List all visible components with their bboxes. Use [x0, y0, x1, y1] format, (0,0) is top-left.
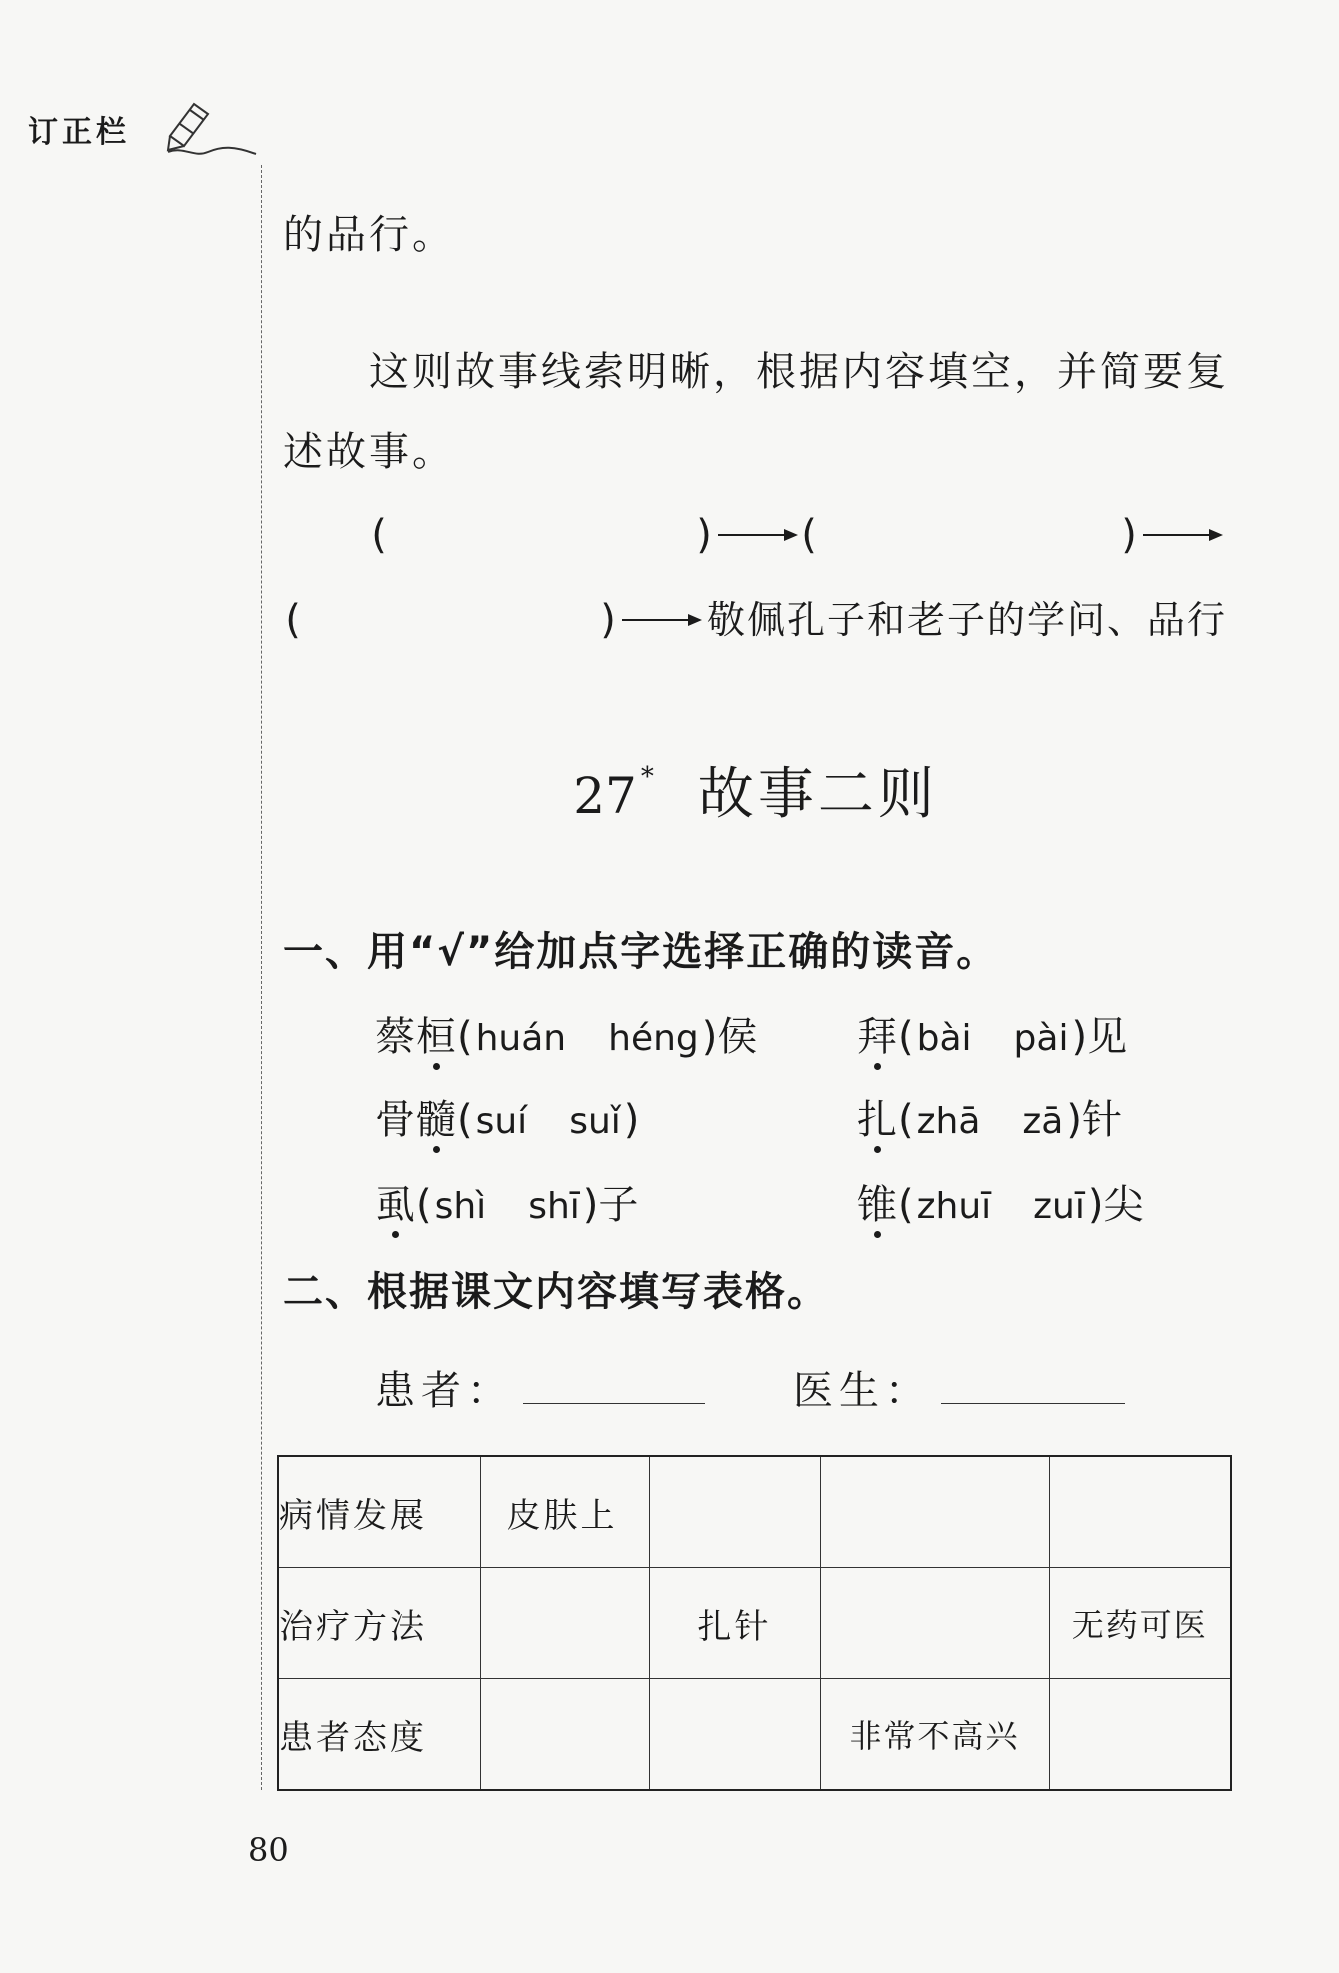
instruction-line-2: 述故事。 — [283, 429, 455, 475]
table-row — [278, 1456, 1231, 1568]
story-chain-row-1 — [369, 511, 1224, 559]
pinyin-option-b[interactable]: zuī — [1033, 1186, 1085, 1227]
arrow-icon — [714, 525, 799, 545]
dotted-char: 桓 — [416, 1014, 457, 1060]
patient-field — [375, 1363, 705, 1415]
margin-divider — [261, 165, 262, 1790]
table-cell[interactable]: 非常不高兴 — [820, 1679, 1049, 1791]
instruction-line-1: 这则故事线索明晰，根据内容填空，并简要复 — [369, 349, 1229, 395]
close-paren: ) — [1066, 1097, 1082, 1143]
pinyin-option-a[interactable]: zhā — [916, 1101, 981, 1142]
open-paren: ( — [457, 1097, 473, 1143]
pinyin-option-b[interactable]: héng — [608, 1018, 699, 1059]
pinyin-item — [857, 1013, 1128, 1063]
arrow-icon — [618, 610, 703, 630]
page-number: 80 — [248, 1831, 289, 1869]
open-paren: ( — [898, 1182, 914, 1228]
row-label: 治疗方法 — [278, 1568, 480, 1679]
lesson-number: 27 — [573, 767, 637, 825]
pinyin-option-a[interactable]: zhuī — [916, 1186, 992, 1227]
lesson-star-mark: * — [640, 762, 654, 792]
table-cell[interactable] — [820, 1568, 1049, 1679]
pinyin-item — [375, 1013, 758, 1063]
blank-close-paren: ) — [696, 512, 712, 558]
table-cell[interactable] — [649, 1456, 820, 1568]
blank-close-paren: ) — [600, 597, 616, 643]
patient-answer-blank[interactable] — [523, 1363, 705, 1404]
lesson-name: 故事二则 — [697, 762, 938, 827]
item-char: 见 — [1087, 1014, 1129, 1060]
close-paren: ) — [582, 1182, 599, 1228]
table-cell[interactable]: 无药可医 — [1049, 1568, 1231, 1679]
section-1-heading: 一、用“√”给加点字选择正确的读音。 — [283, 929, 999, 975]
close-paren: ) — [1071, 1014, 1088, 1060]
item-char: 子 — [598, 1182, 640, 1228]
pinyin-option-b[interactable]: zā — [1022, 1101, 1064, 1142]
table-cell[interactable] — [649, 1679, 820, 1791]
item-char: 骨 — [375, 1097, 416, 1143]
table-cell[interactable] — [1049, 1456, 1231, 1568]
dotted-char: 扎 — [857, 1097, 898, 1143]
dotted-char: 拜 — [857, 1014, 898, 1060]
table-cell[interactable] — [1049, 1679, 1231, 1791]
doctor-field — [793, 1363, 1125, 1415]
open-paren: ( — [457, 1014, 473, 1060]
row-label: 病情发展 — [278, 1456, 480, 1568]
lesson-title — [283, 750, 1228, 830]
patient-label: 患者： — [375, 1368, 513, 1414]
close-paren: ) — [1087, 1182, 1104, 1228]
pinyin-option-b[interactable]: shī — [528, 1186, 580, 1227]
pinyin-item — [375, 1096, 639, 1146]
pinyin-option-b[interactable]: suǐ — [569, 1101, 621, 1142]
arrow-icon — [1139, 525, 1224, 545]
correction-column-label: 订正栏 — [28, 115, 130, 150]
pinyin-option-a[interactable]: huán — [475, 1018, 567, 1059]
blank-open-paren: ( — [371, 512, 387, 558]
table-row — [278, 1679, 1231, 1791]
item-char: 尖 — [1103, 1182, 1145, 1228]
close-paren: ) — [701, 1014, 718, 1060]
table-cell[interactable] — [480, 1568, 649, 1679]
story-blank-1[interactable] — [389, 515, 694, 555]
story-chain-row-2 — [283, 596, 1227, 644]
table-cell[interactable]: 扎针 — [649, 1568, 820, 1679]
table-cell[interactable] — [480, 1679, 649, 1791]
pinyin-item — [857, 1181, 1144, 1231]
dotted-char: 虱 — [375, 1182, 416, 1228]
open-paren: ( — [416, 1182, 432, 1228]
item-char: 针 — [1081, 1097, 1123, 1143]
table-cell[interactable]: 皮肤上 — [480, 1456, 649, 1568]
blank-open-paren: ( — [801, 512, 817, 558]
table-cell[interactable] — [820, 1456, 1049, 1568]
pinyin-option-b[interactable]: pài — [1013, 1018, 1069, 1059]
section-2-heading: 二、根据课文内容填写表格。 — [283, 1269, 829, 1315]
story-blank-2[interactable] — [819, 515, 1119, 555]
pinyin-option-a[interactable]: suí — [475, 1101, 528, 1142]
row-label: 患者态度 — [278, 1679, 480, 1791]
doctor-label: 医生： — [793, 1368, 931, 1414]
pencil-icon — [164, 96, 260, 158]
item-char: 侯 — [717, 1014, 759, 1060]
item-char: 蔡 — [375, 1014, 416, 1060]
story-blank-3[interactable] — [303, 600, 598, 640]
pinyin-option-a[interactable]: shì — [434, 1186, 487, 1227]
pinyin-item — [375, 1181, 639, 1231]
blank-open-paren: ( — [285, 597, 301, 643]
pinyin-option-a[interactable]: bài — [916, 1018, 972, 1059]
table-row — [278, 1568, 1231, 1679]
doctor-answer-blank[interactable] — [941, 1363, 1125, 1404]
close-paren: ) — [623, 1097, 640, 1143]
open-paren: ( — [898, 1014, 914, 1060]
blank-close-paren: ) — [1121, 512, 1137, 558]
pinyin-item — [857, 1096, 1123, 1146]
intro-continuation: 的品行。 — [283, 212, 455, 258]
story-chain-ending: 敬佩孔子和老子的学问、品行 — [707, 598, 1228, 642]
dotted-char: 髓 — [416, 1097, 457, 1143]
illness-table — [277, 1455, 1232, 1791]
dotted-char: 锥 — [857, 1182, 898, 1228]
open-paren: ( — [898, 1097, 914, 1143]
